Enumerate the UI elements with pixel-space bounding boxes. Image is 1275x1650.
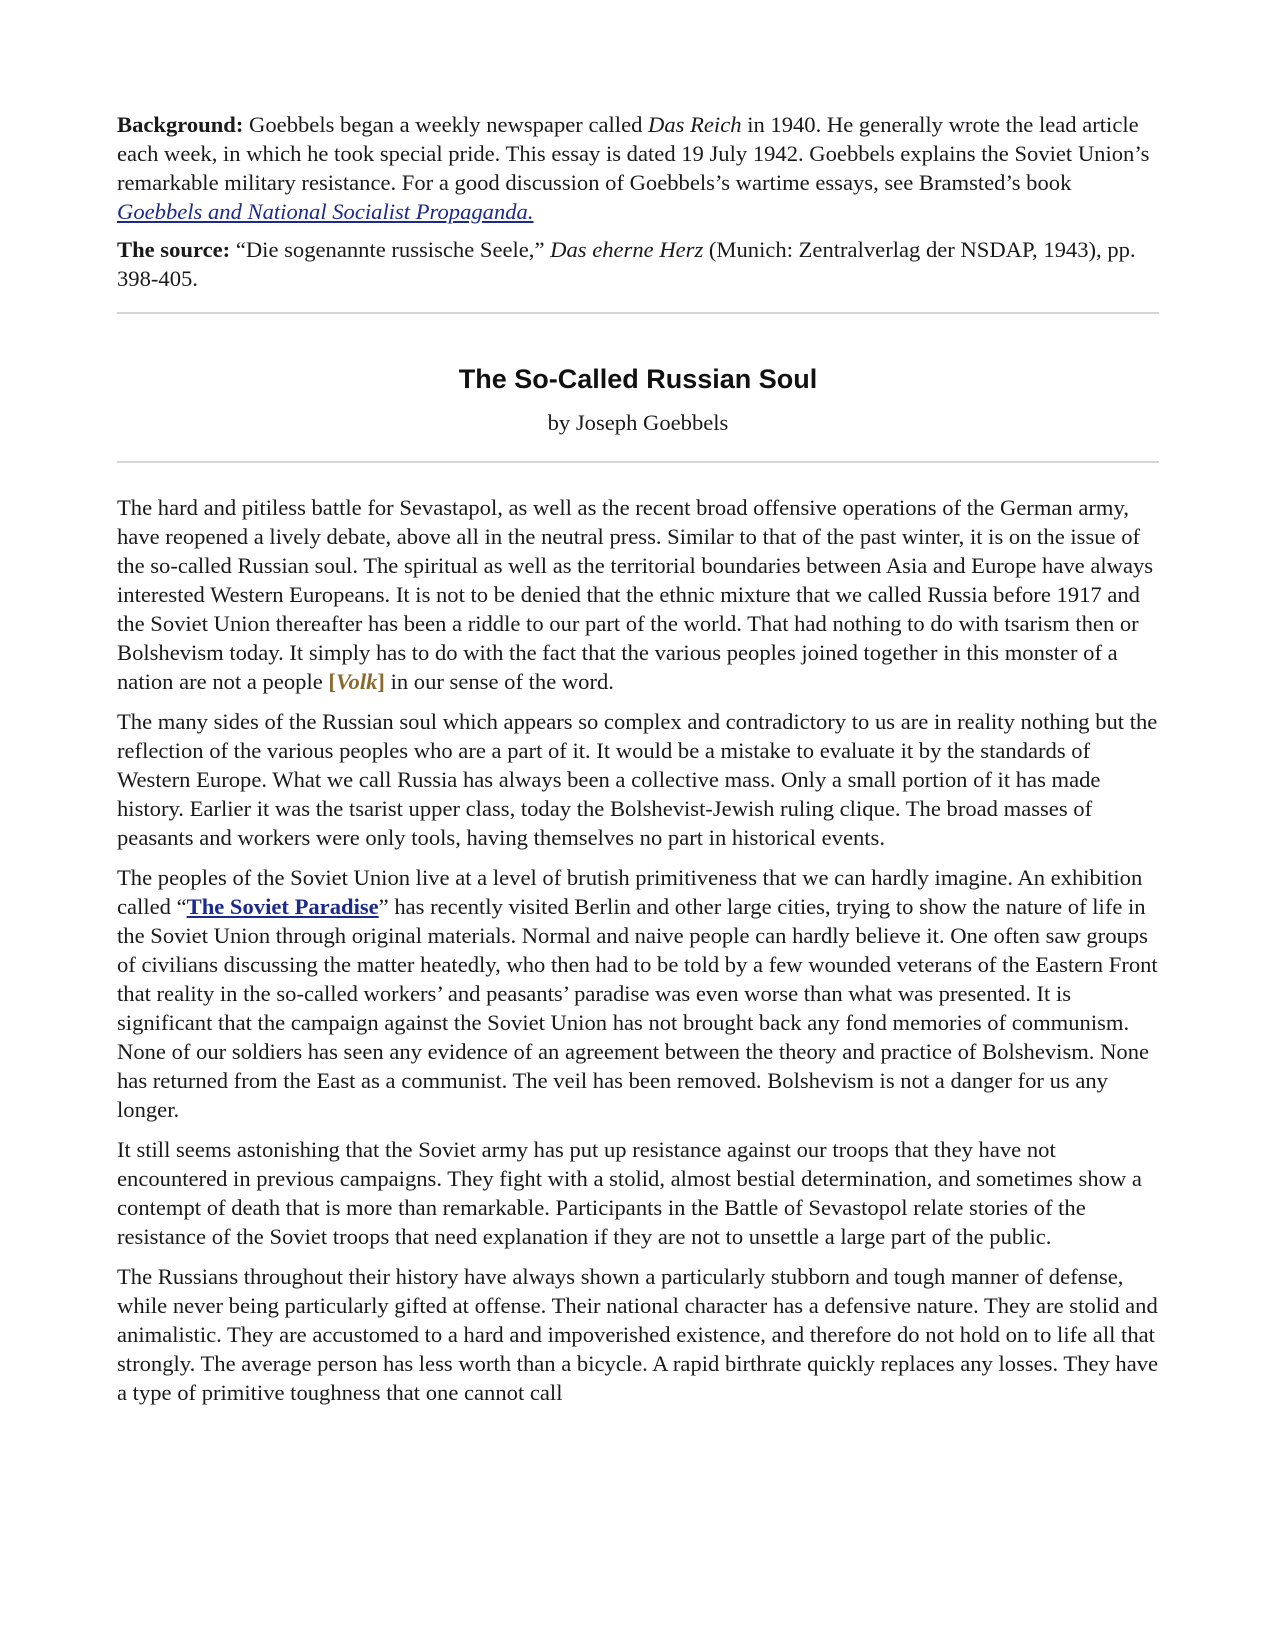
paragraph-3	[117, 863, 1159, 1124]
das-reich-title: Das Reich	[648, 112, 742, 137]
background-text-cont: in 1940. He generally wrote the lead article each week, in which he took special pride. This essay is dated 19 July 1942. Goebbels explains the Soviet Union’s remarkable military resistance. For a good discussion of Goebbels’s wartime essays, see Bramsted’s book	[117, 112, 1150, 195]
book-link[interactable]: Goebbels and National Socialist Propaganda.	[117, 199, 534, 224]
article-body	[117, 463, 1159, 1407]
soviet-paradise-link[interactable]: The Soviet Paradise	[186, 894, 379, 919]
volk-bracket-close: ]	[377, 669, 385, 694]
source-text: “Die sogenannte russische Seele,”	[230, 237, 551, 262]
volk-word: Volk	[335, 669, 378, 694]
volk-term	[328, 669, 385, 694]
paragraph-2: The many sides of the Russian soul which appears so complex and contradictory to us are in reality nothing but the reflection of the various peoples who are a part of it. It would be a mistake to evaluate it by the standards of Western Europe. What we call Russia has always been a collective mass. Only a small portion of it has made history. Earlier it was the tsarist upper class, today the Bolshevist-Jewish ruling clique. The broad masses of peasants and workers were only tools, having themselves no part in historical events.	[117, 709, 1158, 850]
paragraph-5: The Russians throughout their history have always shown a particularly stubborn and tough manner of defense, while never being particularly gifted at offense. Their national character has a defensive nature. They are stolid and animalistic. They are accustomed to a hard and impoverished existence, and therefore do not hold on to life all that strongly. The average person has less worth than a bicycle. A rapid birthrate quickly replaces any losses. They have a type of primitive toughness that one cannot call	[117, 1264, 1159, 1405]
background-text: Goebbels began a weekly newspaper called	[243, 112, 649, 137]
volk-bracket-open: [	[328, 669, 336, 694]
article-byline: by Joseph Goebbels	[547, 410, 729, 435]
article-header	[117, 314, 1159, 437]
background-label: Background:	[117, 112, 244, 137]
source-text-cont: (Munich: Zentralverlag der NSDAP, 1943), pp. 398-405.	[117, 237, 1136, 291]
document-page	[117, 110, 1159, 1418]
paragraph-3-text: The peoples of the Soviet Union live at a level of brutish primitiveness that we can hardly imagine. An exhibition called “	[117, 865, 1143, 919]
paragraph-1	[117, 493, 1159, 696]
intro-section	[117, 110, 1159, 293]
source-work-title: Das eherne Herz	[550, 237, 704, 262]
article-title: The So-Called Russian Soul	[458, 364, 818, 394]
source-paragraph	[117, 235, 1159, 293]
background-paragraph	[117, 110, 1159, 226]
paragraph-3-text-end: ” has recently visited Berlin and other large cities, trying to show the nature of life in the Soviet Union through original materials. Normal and naive people can hardly believe it. One often saw groups of civilians discussing the matter heatedly, who then had to be told by a few wounded veterans of the Eastern Front that reality in the so-called workers’ and peasants’ paradise was even worse than what was presented. It is significant that the campaign against the Soviet Union has not brought back any fond memories of communism. None of our soldiers has seen any evidence of an agreement between the theory and practice of Bolshevism. None has returned from the East as a communist. The veil has been removed. Bolshevism is not a danger for us any longer.	[117, 894, 1158, 1122]
paragraph-1-text-end: in our sense of the word.	[384, 669, 614, 694]
source-label: The source:	[117, 237, 231, 262]
paragraph-4: It still seems astonishing that the Soviet army has put up resistance against our troops that they have not encountered in previous campaigns. They fight with a stolid, almost bestial determination, and sometimes show a contempt of death that is more than remarkable. Participants in the Battle of Sevastopol relate stories of the resistance of the Soviet troops that need explanation if they are not to unsettle a large part of the public.	[117, 1137, 1142, 1249]
paragraph-1-text: The hard and pitiless battle for Sevastapol, as well as the recent broad offensive operations of the German army, have reopened a lively debate, above all in the neutral press. Similar to that of the past winter, it is on the issue of the so-called Russian soul. The spiritual as well as the territorial boundaries between Asia and Europe have always interested Western Europeans. It is not to be denied that the ethnic mixture that we called Russia before 1917 and the Soviet Union thereafter has been a riddle to our part of the world. That had nothing to do with tsarism then or Bolshevism today. It simply has to do with the fact that the various peoples joined together in this monster of a nation are not a people	[117, 495, 1154, 694]
